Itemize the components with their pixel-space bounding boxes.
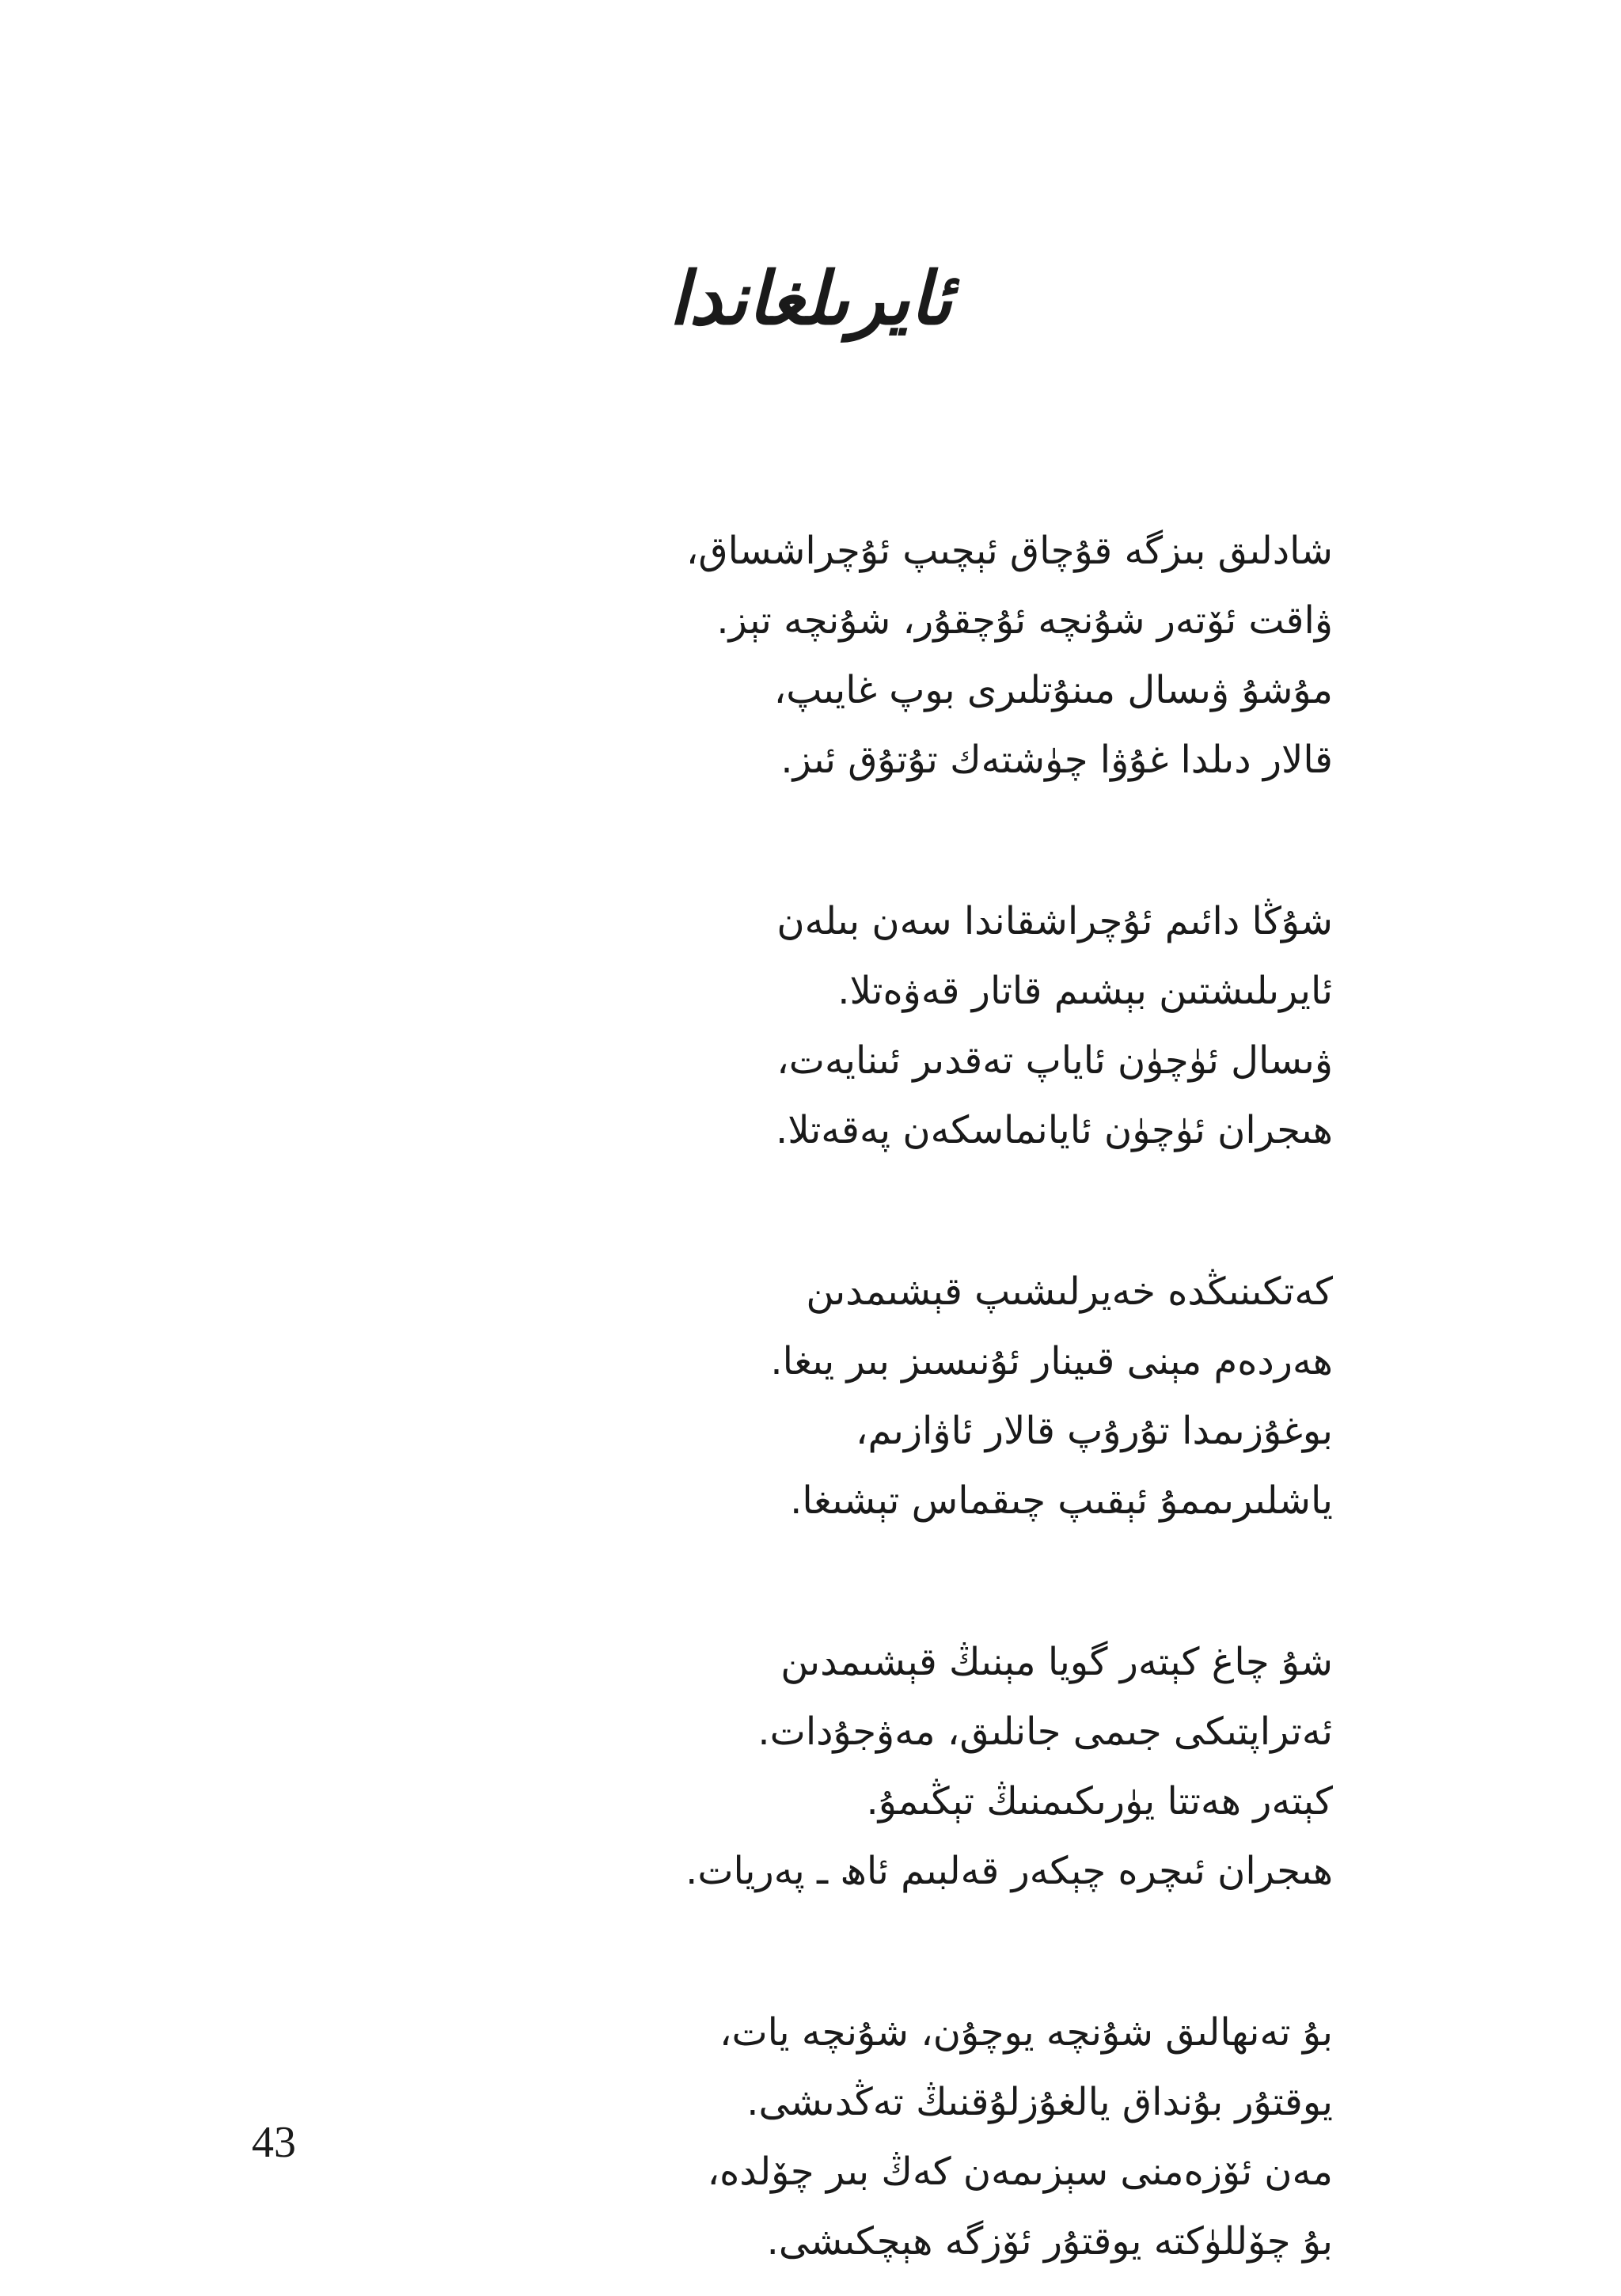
- poem-line: شادلىق بىزگە قۇچاق ئېچىپ ئۇچراشساق،: [685, 529, 1333, 573]
- poem-line: كەتكىنىڭدە خەيرلىشىپ قېشىمدىن: [806, 1269, 1333, 1314]
- poem-title: ئايرىلغاندا: [669, 256, 952, 341]
- poem-line: بۇ چۆللۈكتە يوقتۇر ئۆزگە ھېچكىشى.: [766, 2219, 1333, 2264]
- poem-line: مۇشۇ ۋىسال مىنۇتلىرى بوپ غايىپ،: [773, 668, 1333, 712]
- stanza-1: [304, 516, 1333, 795]
- stanza-4: [304, 1627, 1333, 1906]
- stanza-2: [304, 886, 1333, 1165]
- poem-line: يوقتۇر بۇنداق يالغۇزلۇقنىڭ تەڭدىشى.: [746, 2080, 1333, 2124]
- stanza-5: [304, 1998, 1333, 2276]
- poem-line: بوغۇزىمدا تۇرۇپ قالار ئاۋازىم،: [856, 1409, 1333, 1453]
- poem-line: ئەتراپتىكى جىمى جانلىق، مەۋجۇدات.: [757, 1710, 1333, 1754]
- poem-line: ۋاقت ئۆتەر شۇنچە ئۇچقۇر، شۇنچە تېز.: [716, 598, 1333, 643]
- poem-line: شۇڭا دائىم ئۇچراشقاندا سەن بىلەن: [776, 899, 1333, 943]
- poem-line: ھىجران ئۈچۈن ئايانماسكەن پەقەتلا.: [776, 1108, 1333, 1152]
- poem-line: بۇ تەنھالىق شۇنچە يوچۇن، شۇنچە يات،: [719, 2010, 1333, 2055]
- poem-line: ۋىسال ئۈچۈن ئاياپ تەقدىر ئىنايەت،: [776, 1038, 1333, 1083]
- poem-line: ھىجران ئىچرە چېكەر قەلبىم ئاھ ـ پەريات.: [685, 1849, 1333, 1893]
- poem-line: ھەردەم مېنى قىينار ئۇنىسىز بىر يىغا.: [770, 1339, 1333, 1383]
- poem-line: ئايرىلىشتىن بېشىم قاتار قەۋەتلا.: [837, 969, 1333, 1013]
- page-number: 43: [252, 2118, 296, 2167]
- stanza-3: [304, 1257, 1333, 1535]
- poem-line: مەن ئۆزەمنى سېزىمەن كەڭ بىر چۆلدە،: [707, 2150, 1333, 2194]
- poem-line: شۇ چاغ كېتەر گويا مېنىڭ قېشىمدىن: [780, 1640, 1333, 1684]
- poem-line: قالار دىلدا غۇۋا چۈشتەك تۇتۇق ئىز.: [780, 738, 1333, 782]
- poem-body: [304, 516, 1333, 2276]
- poem-line: ياشلىرىممۇ ئېقىپ چىقماس تېشىغا.: [790, 1478, 1333, 1523]
- poem-line: كېتەر ھەتتا يۈرىكىمنىڭ تېڭىمۇ.: [866, 1779, 1333, 1824]
